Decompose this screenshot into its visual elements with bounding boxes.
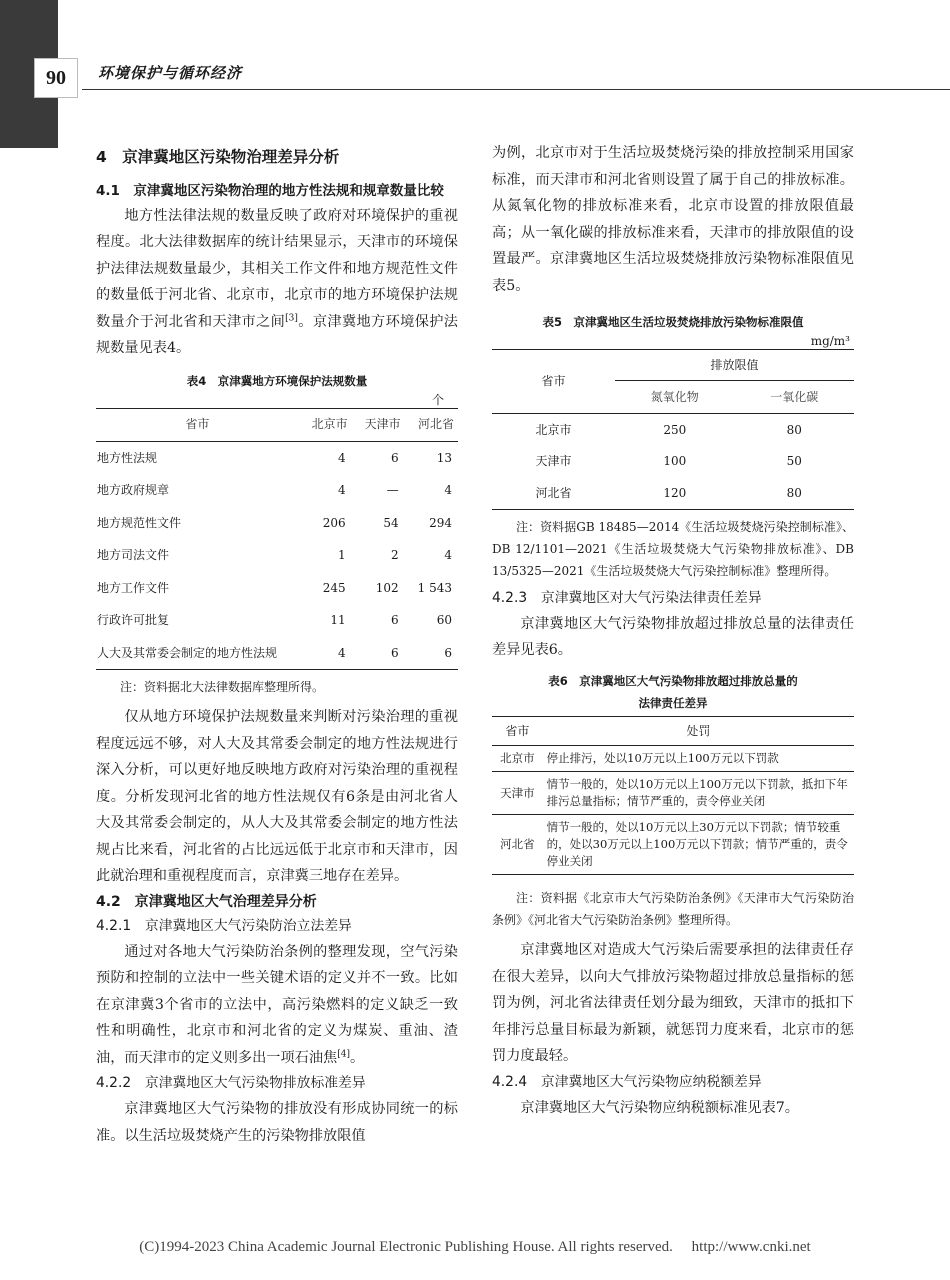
table-header: 省市 xyxy=(96,408,299,441)
table-header: 省市 xyxy=(492,716,543,746)
table-cell: 2 xyxy=(390,548,399,562)
table-row xyxy=(492,746,854,772)
table-5-note: 注：资料据GB 18485—2014《生活垃圾焚烧污染控制标准》、DB 12/1101—2021《生活垃圾焚烧大气污染物排放标准》、DB 13/5325—2021《生活垃圾焚烧大气污染控制标准》整理所得。 xyxy=(492,519,854,578)
table-header: 氮氧化物 xyxy=(615,381,734,414)
table-row xyxy=(96,572,458,605)
paragraph: 仅从地方环境保护法规数量来判断对污染治理的重视程度远远不够，对人大及其常委会制定的地方性法规进行深入分析，可以更好地反映地方政府对污染治理的重视程度。分析发现河北省的地方性法规仅有6条是由河北省人大及其常委会制定的，从人大及其常委会制定的地方性法规占比来看，河北省的占比远远低于北京市和天津市，因此就治理和重视程度而言，京津冀三地存在差异。 xyxy=(96,709,458,884)
table-cell: 停止排污，处以10万元以上100万元以下罚款 xyxy=(543,746,854,772)
paragraph: 京津冀地区大气污染物排放超过排放总量的法律责任差异见表6。 xyxy=(492,615,854,658)
table-cell: 4 xyxy=(338,450,346,465)
table-cell: 4 xyxy=(338,483,346,497)
table-cell: 60 xyxy=(436,613,452,627)
table-5-unit: mg/m³ xyxy=(810,334,850,348)
table-cell: 294 xyxy=(429,515,452,530)
table-5 xyxy=(492,349,854,510)
table-cell: 80 xyxy=(735,477,854,509)
table-row xyxy=(96,539,458,572)
table-cell: 250 xyxy=(663,422,687,437)
table-row xyxy=(96,441,458,474)
paragraph-text: 。 xyxy=(349,1049,365,1066)
header-rule xyxy=(82,89,950,90)
citation: [4] xyxy=(337,1048,350,1059)
table-cell: 206 xyxy=(322,515,346,530)
paragraph-text: 。京津冀地方环境保护法规数量见表4。 xyxy=(96,313,458,356)
table-cell: 4 xyxy=(444,548,452,562)
table-cell: 100 xyxy=(663,454,687,468)
section-4-heading: 4 京津冀地区污染物治理差异分析 xyxy=(96,148,340,166)
table-cell: 天津市 xyxy=(492,772,543,815)
table-row xyxy=(492,477,854,509)
page-number: 90 xyxy=(34,58,78,98)
journal-title: 环境保护与循环经济 xyxy=(98,64,243,82)
table-cell: 地方性法规 xyxy=(97,450,158,465)
table-cell: 102 xyxy=(375,580,399,595)
table-cell: 地方司法文件 xyxy=(97,548,170,562)
paragraph-text: 地方性法律法规的数量反映了政府对环境保护的重视程度。北大法律数据库的统计结果显示，天津市的环境保护法律法规数量最少，其相关工作文件和地方规范性文件的数量低于河北省、北京市，北京市的地方环境保护法规数量介于河北省和天津市之间 xyxy=(96,207,458,330)
table-row xyxy=(492,772,854,815)
table-6-caption: 表6 京津冀地区大气污染物排放超过排放总量的 xyxy=(548,673,798,688)
table-row xyxy=(96,507,458,540)
table-header: 河北省 xyxy=(405,408,458,441)
table-cell: 4 xyxy=(444,483,452,497)
table-cell: 50 xyxy=(786,454,802,468)
paragraph-text: 通过对各地大气污染防治条例的整理发现，空气污染预防和控制的立法中一些关键术语的定义并不一致。比如在京津冀3个省市的立法中，高污染燃料的定义缺乏一致性和明确性，北京市和河北省的定义为煤炭、重油、渣油，而天津市的定义则多出一项石油焦 xyxy=(96,943,458,1066)
table-cell: 4 xyxy=(299,637,352,670)
copyright-footer: (C)1994-2023 China Academic Journal Electronic Publishing House. All rights reserved. http://www.cnki.net xyxy=(139,1239,811,1255)
right-column xyxy=(492,140,854,1121)
table-4-unit: 个 xyxy=(431,392,444,407)
citation: [3] xyxy=(285,312,298,323)
table-cell: 北京市 xyxy=(492,746,543,772)
table-row xyxy=(492,815,854,875)
section-4-1-heading: 4.1 京津冀地区污染物治理的地方性法规和规章数量比较 xyxy=(96,182,444,199)
table-4-note: 注：资料据北大法律数据库整理所得。 xyxy=(120,680,325,694)
table-4-caption: 表4 京津冀地方环境保护法规数量 xyxy=(186,373,368,388)
table-6-note: 注：资料据《北京市大气污染防治条例》《天津市大气污染防治条例》《河北省大气污染防治条例》整理所得。 xyxy=(492,891,854,927)
left-column xyxy=(96,140,458,1149)
table-cell: 地方政府规章 xyxy=(97,483,170,497)
table-cell: 6 xyxy=(352,637,405,670)
table-cell: 6 xyxy=(390,450,399,465)
table-header: 一氧化碳 xyxy=(735,381,854,414)
paragraph: 京津冀地区对造成大气污染后需要承担的法律责任存在很大差异，以向大气排放污染物超过排放总量指标的惩罚为例，河北省法律责任划分最为细致，天津市的抵扣下年排污总量目标最为新颖，就惩罚力度来看，北京市的惩罚力度最轻。 xyxy=(492,942,854,1064)
table-4 xyxy=(96,408,458,671)
table-header: 排放限值 xyxy=(615,350,854,381)
section-4-2-heading: 4.2 京津冀地区大气治理差异分析 xyxy=(96,893,317,910)
table-row xyxy=(96,474,458,507)
section-4-2-1-heading: 4.2.1 京津冀地区大气污染防治立法差异 xyxy=(96,917,352,934)
section-4-2-3-heading: 4.2.3 京津冀地区对大气污染法律责任差异 xyxy=(492,589,762,606)
table-cell: — xyxy=(386,483,399,497)
table-cell: 6 xyxy=(405,637,458,670)
table-cell: 11 xyxy=(330,613,346,627)
section-4-2-2-heading: 4.2.2 京津冀地区大气污染物排放标准差异 xyxy=(96,1075,366,1091)
table-cell: 人大及其常委会制定的地方性法规 xyxy=(96,637,299,670)
table-row xyxy=(96,637,458,670)
table-header: 处罚 xyxy=(543,716,854,746)
table-cell: 54 xyxy=(383,515,399,530)
paragraph: 京津冀地区大气污染物应纳税额标准见表7。 xyxy=(520,1099,799,1116)
table-cell: 245 xyxy=(322,580,346,595)
table-cell: 情节一般的，处以10万元以上30万元以下罚款；情节较重的，处以30万元以上100万元以下罚款；情节严重的，责令停业关闭 xyxy=(543,815,854,875)
paragraph xyxy=(96,939,458,1072)
table-5-caption: 表5 京津冀地区生活垃圾焚烧排放污染物标准限值 xyxy=(542,315,804,329)
table-cell: 地方工作文件 xyxy=(97,580,170,595)
table-row xyxy=(492,446,854,478)
table-cell: 1 xyxy=(338,548,346,562)
table-header: 天津市 xyxy=(352,408,405,441)
table-cell: 天津市 xyxy=(535,454,572,468)
table-cell: 6 xyxy=(390,613,399,627)
table-cell: 北京市 xyxy=(535,422,572,437)
table-cell: 地方规范性文件 xyxy=(97,515,182,530)
table-cell: 1 543 xyxy=(417,580,452,595)
table-cell: 情节一般的，处以10万元以上100万元以下罚款，抵扣下年排污总量指标；情节严重的，责令停业关闭 xyxy=(543,772,854,815)
table-6-caption: 法律责任差异 xyxy=(638,695,708,710)
table-cell: 河北省 xyxy=(492,815,543,875)
table-row xyxy=(492,414,854,446)
table-6 xyxy=(492,716,854,876)
table-cell: 120 xyxy=(615,477,734,509)
paragraph: 京津冀地区大气污染物的排放没有形成协同统一的标准。以生活垃圾焚烧产生的污染物排放限值 xyxy=(96,1101,458,1144)
table-cell: 13 xyxy=(436,450,452,465)
table-cell: 行政许可批复 xyxy=(97,613,170,627)
table-header: 省市 xyxy=(492,350,615,414)
section-4-2-4-heading: 4.2.4 京津冀地区大气污染物应纳税额差异 xyxy=(492,1073,762,1090)
table-cell: 80 xyxy=(786,422,802,437)
paragraph: 为例，北京市对于生活垃圾焚烧污染的排放控制采用国家标准，而天津市和河北省则设置了属于自己的排放标准。从氮氧化物的排放标准来看，北京市设置的排放限值最高；从一氧化碳的排放标准来看，天津市的排放限值的设置最严。京津冀地区生活垃圾焚烧排放污染物标准限值见表5。 xyxy=(492,145,854,294)
table-row xyxy=(96,604,458,637)
paragraph xyxy=(96,203,458,362)
table-header: 北京市 xyxy=(299,408,352,441)
table-cell: 河北省 xyxy=(492,477,615,509)
